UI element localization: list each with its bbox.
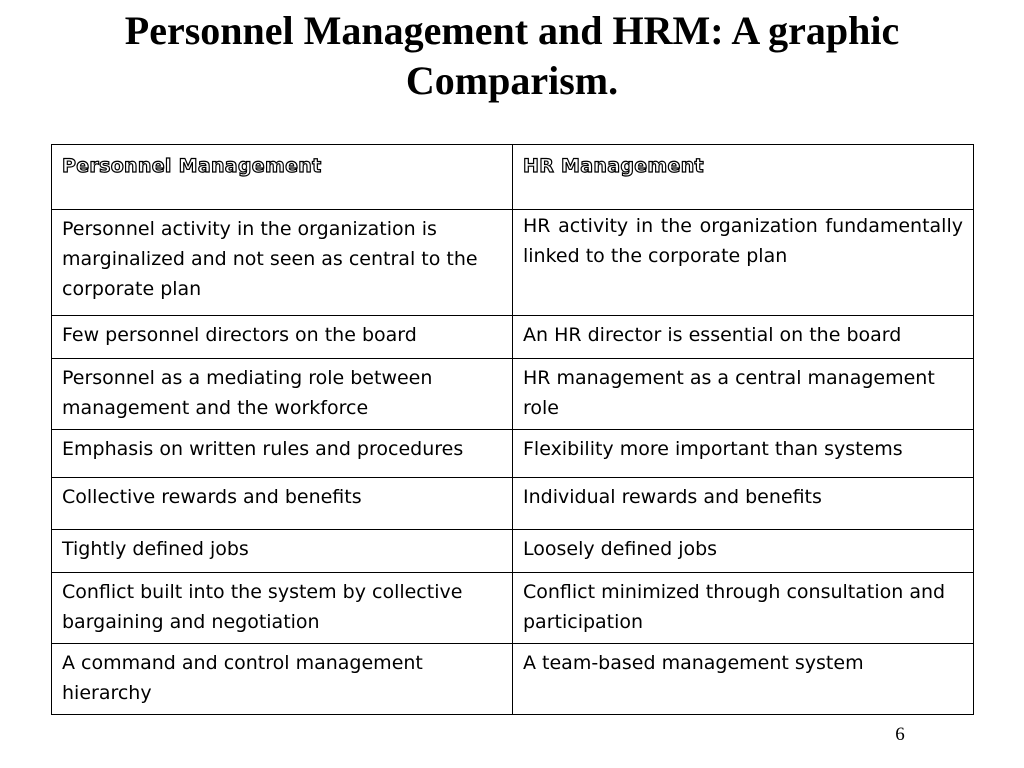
header-personnel-management: Personnel Management xyxy=(52,145,513,210)
table-header-row xyxy=(52,145,974,210)
header-hr-management: HR Management xyxy=(513,145,974,210)
slide-title-line-1: Personnel Management and HRM: A graphic xyxy=(124,8,900,53)
table-cell-hr: Individual rewards and benefits xyxy=(513,478,974,530)
table-cell-personnel: Personnel as a mediating role between management and the workforce xyxy=(52,359,513,430)
table-row xyxy=(52,430,974,478)
table-cell-personnel: Conflict built into the system by collective bargaining and negotiation xyxy=(52,573,513,644)
table-row xyxy=(52,530,974,573)
table-cell-personnel: Tightly defined jobs xyxy=(52,530,513,573)
table-cell-hr: Conflict minimized through consultation and participation xyxy=(513,573,974,644)
table-cell-personnel: Personnel activity in the organization is marginalized and not seen as central to the corporate plan xyxy=(52,210,513,316)
table-row xyxy=(52,359,974,430)
table-cell-hr: A team-based management system xyxy=(513,644,974,715)
table-cell-hr: An HR director is essential on the board xyxy=(513,316,974,359)
table-row xyxy=(52,478,974,530)
table-cell-personnel: Collective rewards and benefits xyxy=(52,478,513,530)
table-cell-hr: HR activity in the organization fundamentally linked to the corporate plan xyxy=(513,210,974,316)
comparison-table xyxy=(51,144,974,715)
table-row xyxy=(52,316,974,359)
table-row xyxy=(52,210,974,316)
slide-title-line-2: Comparism. xyxy=(405,58,619,103)
table-cell-personnel: Few personnel directors on the board xyxy=(52,316,513,359)
table-cell-hr: HR management as a central management role xyxy=(513,359,974,430)
table-row xyxy=(52,644,974,715)
page-number: 6 xyxy=(895,724,905,745)
table-cell-personnel: Emphasis on written rules and procedures xyxy=(52,430,513,478)
table-cell-personnel: A command and control management hierarchy xyxy=(52,644,513,715)
table-cell-hr: Loosely defined jobs xyxy=(513,530,974,573)
table-cell-hr: Flexibility more important than systems xyxy=(513,430,974,478)
slide-title xyxy=(40,6,984,106)
table-row xyxy=(52,573,974,644)
